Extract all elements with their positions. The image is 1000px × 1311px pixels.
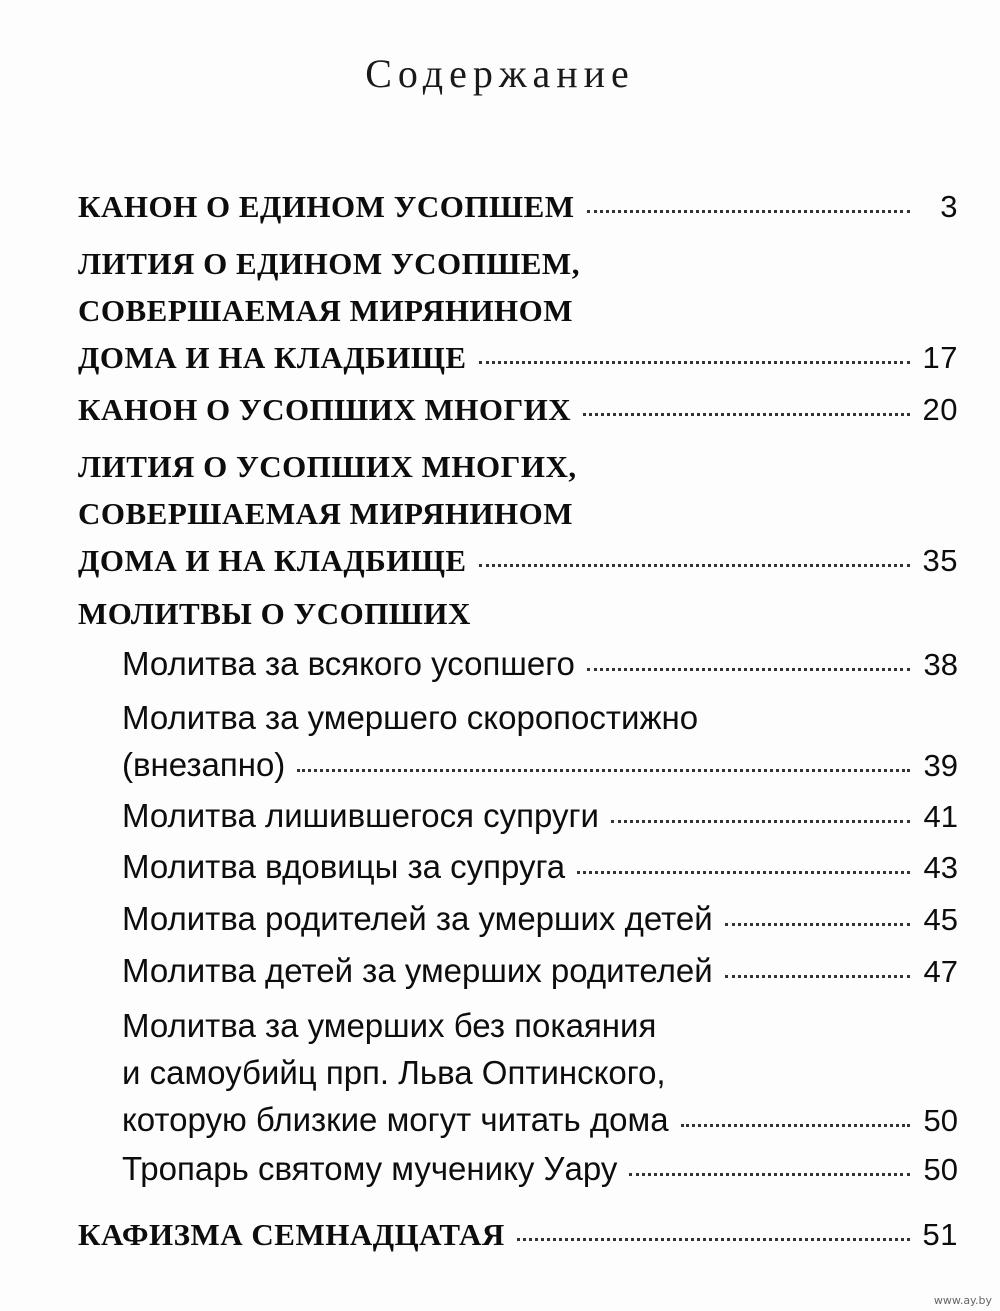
toc-subentry <box>122 1002 958 1144</box>
dot-leader <box>583 413 910 416</box>
toc-entry-label: (внезапно) <box>122 746 286 783</box>
toc-entry <box>78 183 958 230</box>
toc-entry-label: КАНОН О ЕДИНОМ УСОПШЕМ <box>78 189 575 224</box>
toc-entry-label: КАФИЗМА СЕМНАДЦАТАЯ <box>78 1217 505 1252</box>
toc-entry-label: и самоубийц прп. Льва Оптинского, <box>122 1054 666 1091</box>
toc-page-number: 20 <box>922 392 958 427</box>
toc-page-number: 45 <box>923 902 958 937</box>
toc-entry <box>78 1211 958 1258</box>
toc-entry-label: Молитва за умерших без покаяния <box>122 1007 657 1044</box>
toc-entry-label: Молитва вдовицы за супруга <box>122 848 566 885</box>
watermark: www.ay.by <box>933 1294 992 1307</box>
toc-subentry <box>122 843 958 891</box>
dot-leader <box>479 361 910 364</box>
toc-subentry <box>122 792 958 840</box>
toc-subentry <box>122 640 958 688</box>
toc-entry <box>78 240 958 381</box>
toc-page-number: 35 <box>922 543 958 578</box>
toc-entry-label: СОВЕРШАЕМАЯ МИРЯНИНОМ <box>78 496 574 531</box>
toc-section-heading <box>78 590 958 637</box>
toc-entry-label: ЛИТИЯ О ЕДИНОМ УСОПШЕМ, <box>78 246 580 281</box>
dot-leader <box>587 210 910 213</box>
toc-entry-label: МОЛИТВЫ О УСОПШИХ <box>78 596 471 631</box>
toc-entry-label: которую близкие могут читать дома <box>122 1101 669 1138</box>
toc-subentry <box>122 947 958 995</box>
toc-subentry <box>122 694 958 789</box>
toc-page-number: 50 <box>923 1103 958 1138</box>
dot-leader <box>681 1124 910 1127</box>
toc-entry-label: СОВЕРШАЕМАЯ МИРЯНИНОМ <box>78 293 574 328</box>
toc-page-number: 47 <box>923 954 958 989</box>
toc-subentry <box>122 895 958 943</box>
toc-entry-label: ДОМА И НА КЛАДБИЩЕ <box>78 543 467 578</box>
toc-entry-label: Тропарь святому мученику Уару <box>122 1150 618 1187</box>
toc-page-number: 17 <box>922 340 958 375</box>
toc-subentry <box>122 1145 958 1193</box>
toc-page-number: 3 <box>940 189 958 224</box>
toc-entry-label: КАНОН О УСОПШИХ МНОГИХ <box>78 392 572 427</box>
dot-leader <box>611 820 910 823</box>
toc-entry <box>78 443 958 584</box>
toc-entry <box>78 386 958 433</box>
toc-page-number: 43 <box>923 850 958 885</box>
toc-page-number: 39 <box>923 748 958 783</box>
toc-entry-label: Молитва родителей за умерших детей <box>122 900 713 937</box>
toc-page-number: 50 <box>923 1152 958 1187</box>
dot-leader <box>725 923 910 926</box>
toc-entry-label: ДОМА И НА КЛАДБИЩЕ <box>78 340 467 375</box>
dot-leader <box>587 668 910 671</box>
toc-page-number: 41 <box>923 799 958 834</box>
toc-entry-label: Молитва лишившегося супруги <box>122 797 599 834</box>
dot-leader <box>517 1238 910 1241</box>
toc-page-number: 38 <box>923 647 958 682</box>
dot-leader <box>629 1173 910 1176</box>
toc-entry-label: Молитва за всякого усопшего <box>122 645 575 682</box>
toc-entry-label: Молитва за умершего скоропостижно <box>122 699 699 736</box>
dot-leader <box>725 975 910 978</box>
dot-leader <box>297 769 910 772</box>
toc-page-number: 51 <box>922 1217 958 1252</box>
page-title: Содержание <box>365 51 635 96</box>
toc-entry-label: ЛИТИЯ О УСОПШИХ МНОГИХ, <box>78 449 577 484</box>
dot-leader <box>577 871 910 874</box>
dot-leader <box>479 564 910 567</box>
toc-entry-label: Молитва детей за умерших родителей <box>122 952 713 989</box>
